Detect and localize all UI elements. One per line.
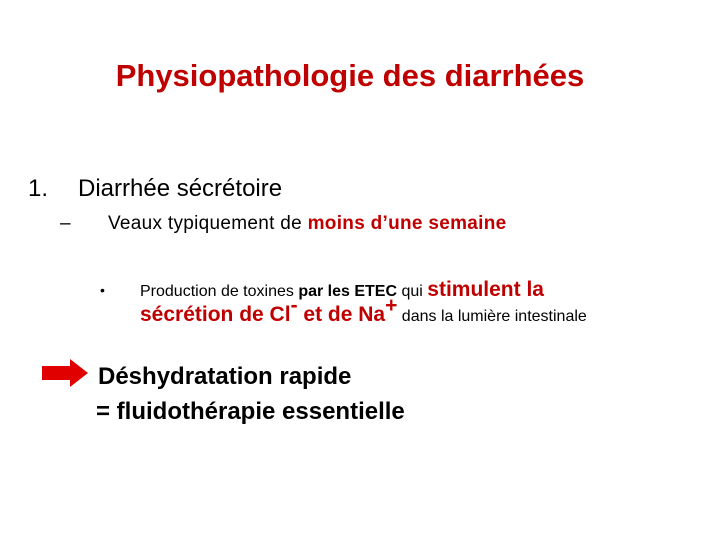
sub-point-highlight: moins d’une semaine: [307, 213, 507, 234]
bullet-text-etec: par les ETEC: [298, 283, 398, 300]
bullet-text-1: Production de toxines: [140, 283, 299, 300]
dash-marker: –: [60, 213, 71, 234]
bullet-text-lumiere: dans la lumière intestinale: [397, 308, 587, 325]
list-number: 1.: [28, 175, 49, 202]
bullet-marker: •: [100, 282, 105, 298]
section-heading: Diarrhée sécrétoire: [78, 175, 283, 202]
sub-point: [108, 213, 507, 235]
chloride-charge: -: [290, 294, 298, 317]
bullet-text-stimulent: stimulent la: [427, 278, 544, 301]
bullet-line-2: [140, 294, 587, 327]
right-arrow-icon: [40, 358, 90, 388]
sodium-charge: +: [385, 294, 398, 317]
sub-point-text: Veaux typiquement de: [108, 213, 308, 234]
bullet-line-1: [140, 278, 544, 302]
bullet-text-qui: qui: [397, 283, 428, 300]
slide-title: Physiopathologie des diarrhées: [115, 58, 585, 93]
conclusion-line-1: Déshydratation rapide: [98, 363, 352, 390]
bullet-text-na: et de Na: [297, 303, 386, 326]
conclusion-line-2: = fluidothérapie essentielle: [96, 398, 405, 425]
bullet-text-secretion: sécrétion de Cl: [140, 303, 291, 326]
